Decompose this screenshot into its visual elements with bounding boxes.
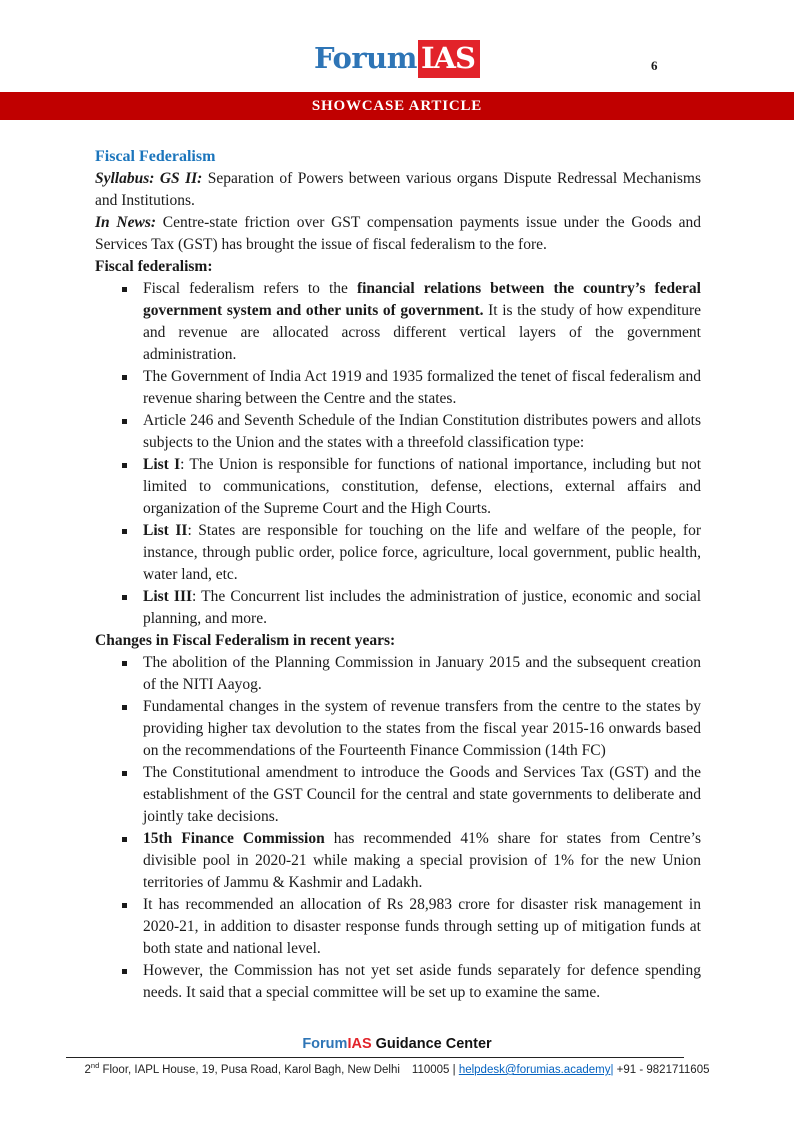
address-ordinal: nd — [90, 1061, 100, 1070]
bullet-item: Article 246 and Seventh Schedule of the Indian Constitution distributes powers and allots subjects to the Union and the states with a threefold classification type: — [95, 410, 701, 454]
bullet-item: List III: The Concurrent list includes the administration of justice, economic and social planning, and more. — [95, 586, 701, 630]
bullet-item: It has recommended an allocation of Rs 28,983 crore for disaster risk management in 2020-21, in addition to disaster response funds through setting up of mitigation funds at both state and national level. — [95, 894, 701, 960]
article-title: Fiscal Federalism — [95, 148, 216, 165]
footer-address — [0, 1061, 794, 1076]
bullet-item: Fiscal federalism refers to the financial relations between the country’s federal government system and other units of government. It is the study of how expenditure and revenue are allocated across different vertical layers of the government administration. — [95, 278, 701, 366]
bullet-item: 15th Finance Commission has recommended 41% share for states from Centre’s divisible pool in 2020-21 while making a special provision of 1% for the new Union territories of Jammu & Kashmir and Ladakh. — [95, 828, 701, 894]
paragraph: In News: Centre-state friction over GST compensation payments issue under the Goods and Services Tax (GST) has brought the issue of fiscal federalism to the fore. — [95, 214, 702, 253]
footer-brand-rest: Guidance Center — [371, 1036, 492, 1052]
footer-divider — [66, 1057, 684, 1058]
page-number: 6 — [651, 58, 658, 73]
bullet-item: The abolition of the Planning Commission in January 2015 and the subsequent creation of the NITI Aayog. — [95, 652, 701, 696]
bullet-item: List I: The Union is responsible for functions of national importance, including but not limited to communications, constitution, defense, elections, external affairs and organization of the Supreme Court and the High Courts. — [95, 454, 701, 520]
bullet-item: However, the Commission has not yet set aside funds separately for defence spending needs. It said that a special committee will be set up to examine the same. — [95, 960, 701, 1004]
forumias-logo — [0, 40, 794, 78]
logo-text-forum: Forum — [314, 41, 417, 75]
helpdesk-email-link[interactable]: helpdesk@forumias.academy| — [458, 1063, 614, 1076]
bullet-item: The Constitutional amendment to introduce the Goods and Services Tax (GST) and the establishment of the GST Council for the central and state governments to deliberate and jointly take decisions. — [95, 762, 701, 828]
guidance-center-line — [0, 1036, 794, 1052]
showcase-banner — [0, 92, 794, 120]
address-postal-code: 110005 | — [411, 1063, 459, 1076]
bullet-item: The Government of India Act 1919 and 1935 formalized the tenet of fiscal federalism and revenue sharing between the Centre and the states. — [95, 366, 701, 410]
footer-brand-forum: Forum — [302, 1036, 348, 1052]
logo-text-ias: IAS — [418, 40, 480, 78]
bullet-item: List II: States are responsible for touching on the life and welfare of the people, for instance, through public order, police force, agriculture, local government, public health, water land, etc. — [95, 520, 701, 586]
article-body — [95, 168, 701, 1004]
address-main: Floor, IAPL House, 19, Pusa Road, Karol Bagh, New Delhi — [99, 1063, 400, 1076]
address-floor-number: 2 — [84, 1063, 91, 1076]
banner-title: SHOWCASE ARTICLE — [311, 98, 483, 114]
footer-phone: +91 - 9821711605 — [613, 1063, 710, 1076]
paragraph: Changes in Fiscal Federalism in recent years: — [95, 632, 396, 649]
paragraph: Fiscal federalism: — [95, 258, 213, 275]
paragraph: Syllabus: GS II: Separation of Powers between various organs Dispute Redressal Mechanisms and Institutions. — [95, 170, 701, 209]
footer-brand-ias: IAS — [347, 1036, 372, 1052]
bullet-item: Fundamental changes in the system of revenue transfers from the centre to the states by providing higher tax devolution to the states from the fiscal year 2015-16 onwards based on the recommendations of the Fourteenth Finance Commission (14th FC) — [95, 696, 701, 762]
article — [95, 146, 701, 1004]
